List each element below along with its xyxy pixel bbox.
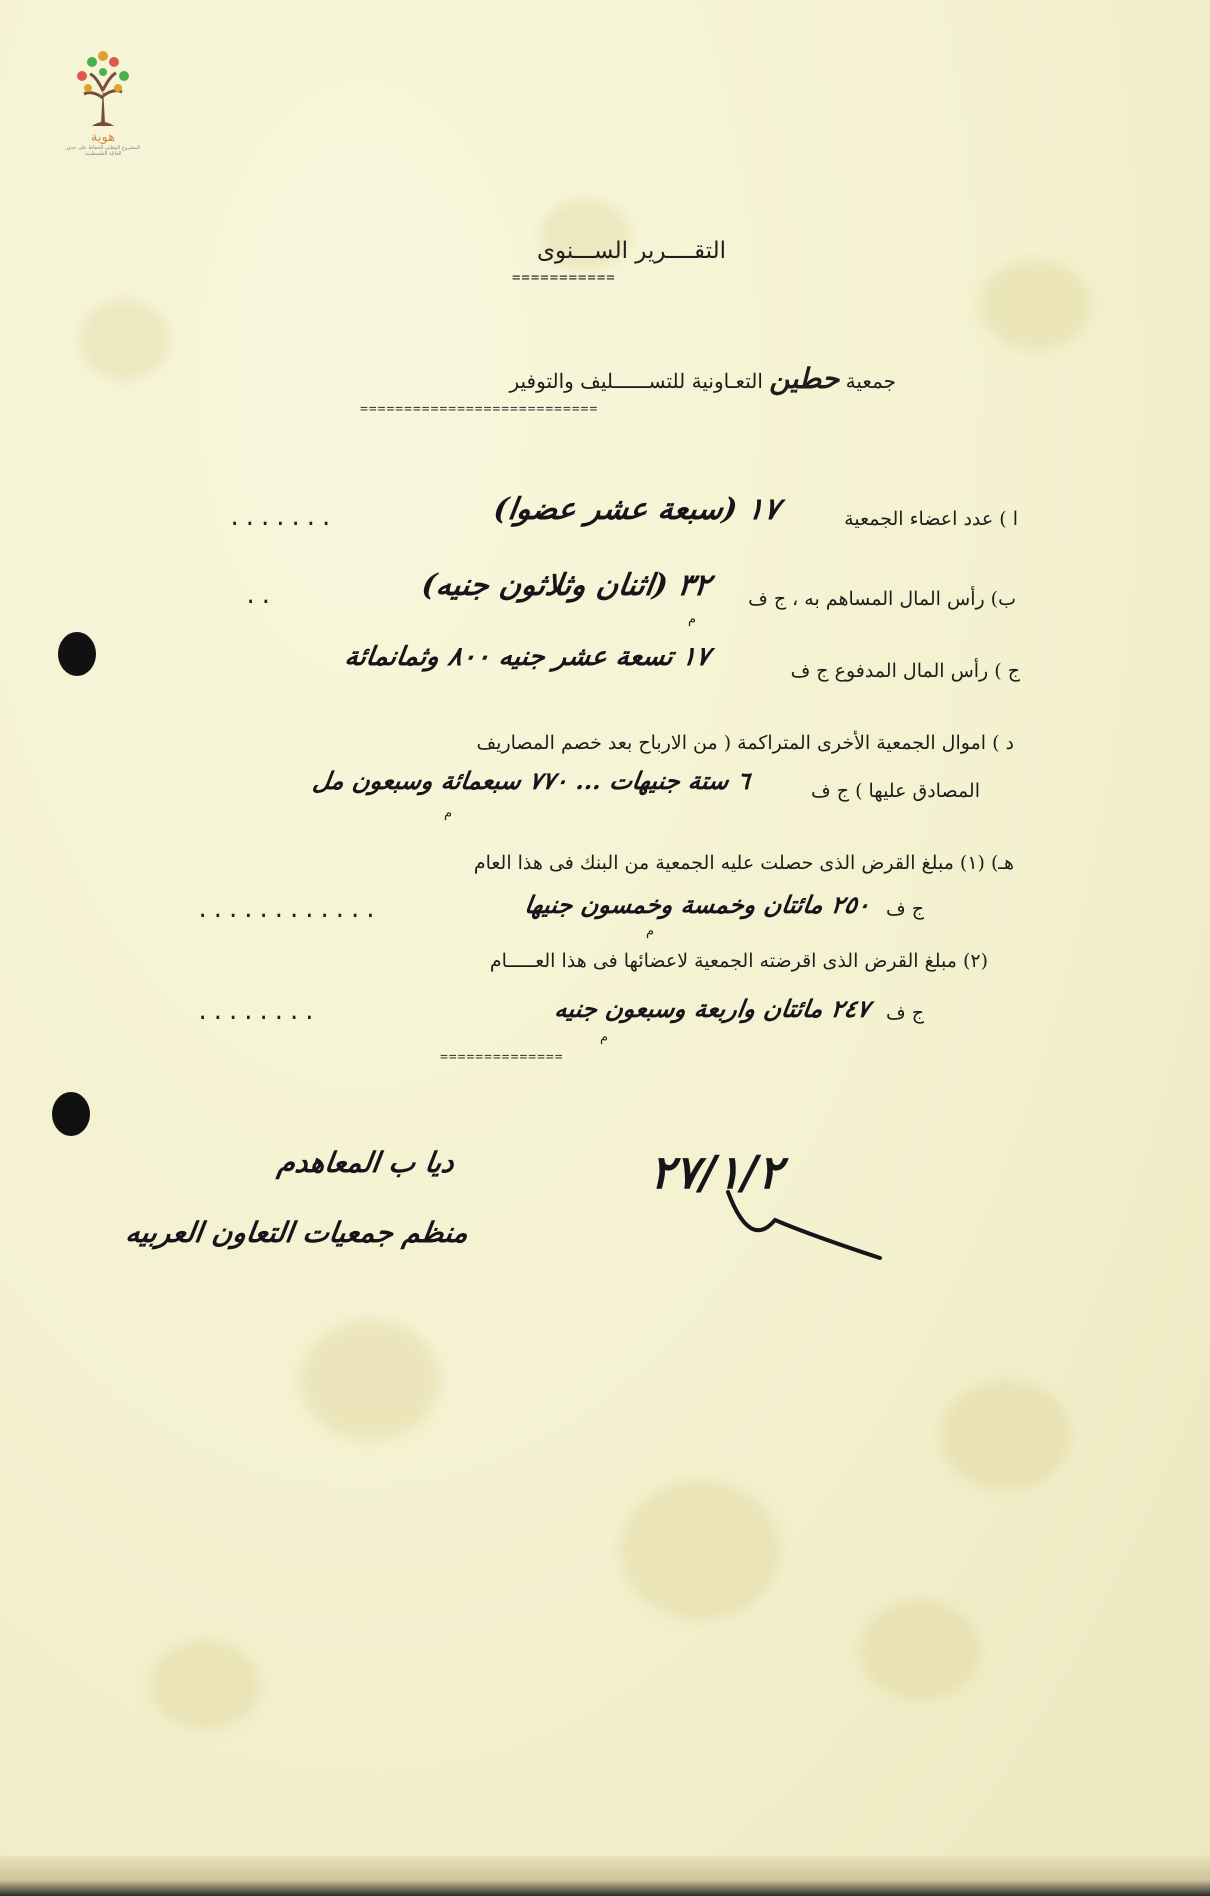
paper-stain [80,300,170,380]
item-d-value: ٦ ستة جنيهات ... ٧٧٠ سبعمائة وسبعون مل [311,766,753,795]
page-bottom-edge [0,1856,1210,1896]
item-e1-dots: ............ [196,898,379,923]
closing-rule: ============== [440,1050,564,1065]
item-d-unit: م [444,806,453,821]
item-e2-prefix: ج ف [886,1002,924,1024]
item-c-value: ١٧ تسعة عشر جنيه ٨٠٠ وثمانمائة [342,642,713,672]
punch-hole [52,1092,90,1136]
society-name: حطين [769,362,840,395]
item-d-label-line1: د ) اموال الجمعية الأخرى المتراكمة ( من الارباح بعد خصم المصاريف [476,732,1014,754]
item-e1-label: هـ) (١) مبلغ القرض الذى حصلت عليه الجمعية من البنك فى هذا العام [473,852,1014,874]
paper-stain [940,1380,1070,1490]
item-a-value: ١٧ (سبعة عشر عضوا) [491,492,783,527]
item-b-dots: .. [244,584,275,609]
date-flourish [720,1180,885,1260]
item-e2-label: (٢) مبلغ القرض الذى اقرضته الجمعية لاعضائها فى هذا العـــــام [489,950,988,972]
item-e2-unit: م [600,1030,609,1045]
item-a-dots: ....... [228,506,335,531]
archive-logo [62,36,144,157]
handwritten-date: ٢٧/١/٢ [650,1145,783,1199]
item-b-label: ب) رأس المال المساهم به ، ج ف [748,588,1016,610]
signature-title: منظم جمعيات التعاون العربيه [123,1216,471,1249]
item-e2-value: ٢٤٧ مائتان واربعة وسبعون جنيه [553,994,873,1023]
society-underline: =========================== [360,402,599,417]
society-line [509,362,896,395]
logo-tagline: المشروع الوطني للحفاظ على جذور العائلة الفلسطينية [65,145,141,157]
paper-stain [860,1600,980,1700]
paper-stain [300,1320,440,1440]
society-prefix: جمعية [845,369,896,393]
item-e2-dots: ........ [196,1000,318,1025]
item-e1-prefix: ج ف [886,898,924,920]
signature-name: ديا ب المعاهدم [275,1146,457,1179]
item-a-label: ا ) عدد اعضاء الجمعية [844,508,1018,530]
item-e1-value: ٢٥٠ مائتان وخمسة وخمسون جنيها [522,890,873,919]
paper-stain [980,260,1090,350]
title-underline: =========== [512,270,616,286]
logo-name: هوية [90,130,116,145]
item-c-label: ج ) رأس المال المدفوع ج ف [790,660,1020,682]
item-b-unit: م [688,612,697,627]
family-tree-icon [70,36,136,128]
report-title: التقــــرير الســـنوى [537,238,726,264]
item-e1-unit: م [646,924,655,939]
society-suffix: التعـاونية للتســــــليف والتوفير [509,369,763,393]
item-b-value: ٣٢ (اثنان وثلاثون جنيه) [419,568,713,603]
paper-stain [620,1480,780,1620]
item-d-label-line2: المصادق عليها ) ج ف [811,780,980,802]
paper-stain [150,1640,260,1730]
punch-hole [58,632,96,676]
